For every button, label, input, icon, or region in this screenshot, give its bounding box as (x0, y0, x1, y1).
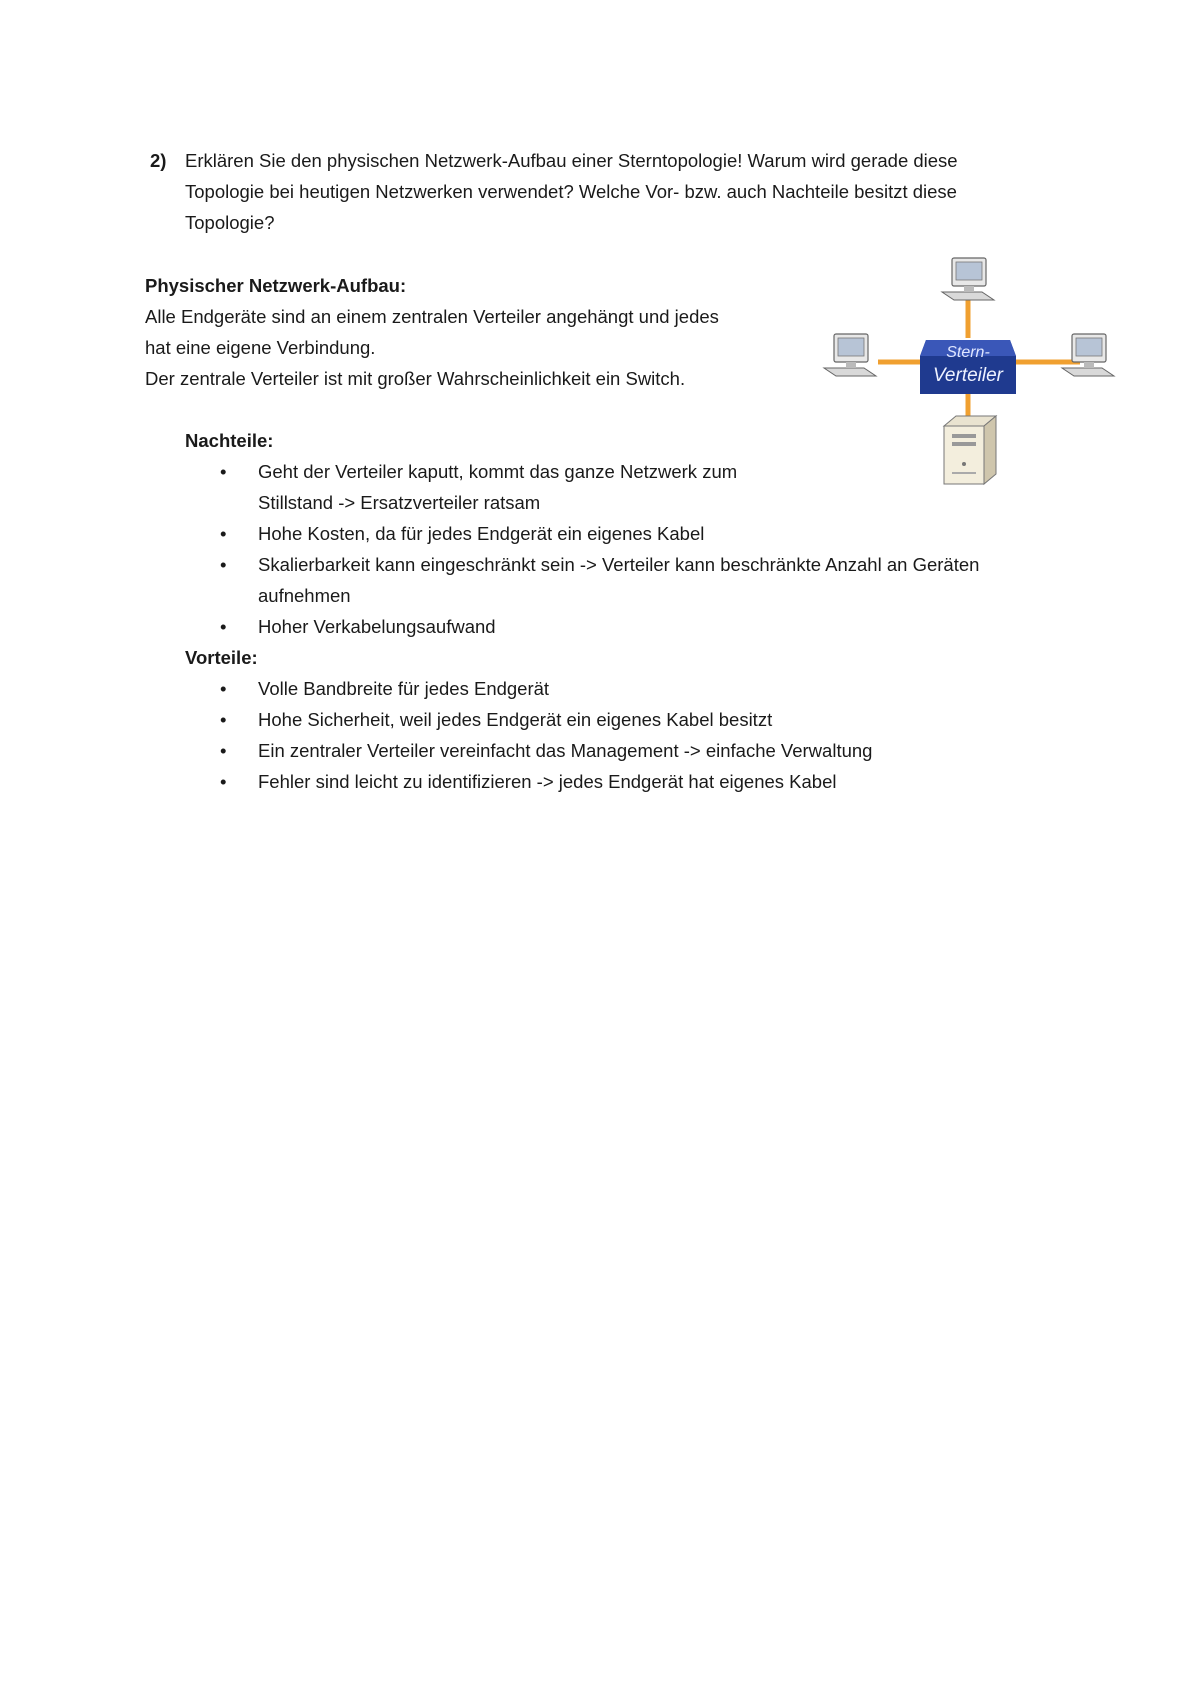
switch-icon (920, 340, 1016, 394)
bullet-icon: • (220, 740, 227, 761)
list-item (0, 456, 979, 518)
computer-icon (824, 334, 876, 376)
question-line: Erklären Sie den physischen Netzwerk-Aufbau einer Sterntopologie! Warum wird gerade diese (185, 150, 958, 171)
aufbau-line: Alle Endgeräte sind an einem zentralen Verteiler angehängt und jedes (145, 306, 719, 327)
list-item (0, 518, 979, 549)
list-item-text: aufnehmen (258, 585, 351, 606)
list-item-text: Hohe Sicherheit, weil jedes Endgerät ein eigenes Kabel besitzt (258, 709, 773, 730)
list-item-text: Hohe Kosten, da für jedes Endgerät ein eigenes Kabel (258, 523, 705, 544)
aufbau-heading: Physischer Netzwerk-Aufbau: (145, 275, 407, 296)
vorteile-list (0, 673, 872, 797)
question-number: 2) (150, 150, 167, 171)
switch-label-line2: Verteiler (932, 365, 1004, 386)
bullet-icon: • (220, 678, 227, 699)
aufbau-line: Der zentrale Verteiler ist mit großer Wahrscheinlichkeit ein Switch. (145, 368, 686, 389)
list-item (0, 735, 872, 766)
question-line: Topologie? (185, 212, 275, 233)
switch-label-line1: Stern- (946, 344, 990, 361)
nachteile-list (0, 456, 979, 642)
bullet-icon: • (220, 771, 227, 792)
list-item-text: Ein zentraler Verteiler vereinfacht das Management -> einfache Verwaltung (258, 740, 873, 761)
list-item-text: Skalierbarkeit kann eingeschränkt sein -> Verteiler kann beschränkte Anzahl an Geräten (258, 554, 980, 575)
list-item-text: Stillstand -> Ersatzverteiler ratsam (258, 492, 541, 513)
question-text (185, 145, 1065, 238)
list-item (0, 766, 872, 797)
bullet-icon: • (220, 523, 227, 544)
computer-icon (942, 258, 994, 300)
bullet-icon: • (220, 709, 227, 730)
nachteile-heading: Nachteile: (185, 430, 274, 451)
list-item-text: Hoher Verkabelungsaufwand (258, 616, 496, 637)
list-item (0, 704, 872, 735)
bullet-icon: • (220, 461, 227, 482)
list-item-text: Volle Bandbreite für jedes Endgerät (258, 678, 550, 699)
vorteile-heading: Vorteile: (185, 647, 258, 668)
computer-icon (1062, 334, 1114, 376)
question-line: Topologie bei heutigen Netzwerken verwendet? Welche Vor- bzw. auch Nachteile besitzt diese (185, 181, 957, 202)
aufbau-paragraph (145, 301, 719, 394)
list-item (0, 673, 872, 704)
list-item (0, 611, 979, 642)
bullet-icon: • (220, 554, 227, 575)
list-item (0, 549, 979, 611)
list-item-text: Fehler sind leicht zu identifizieren -> jedes Endgerät hat eigenes Kabel (258, 771, 837, 792)
bullet-icon: • (220, 616, 227, 637)
list-item-text: Geht der Verteiler kaputt, kommt das ganze Netzwerk zum (258, 461, 738, 482)
aufbau-line: hat eine eigene Verbindung. (145, 337, 376, 358)
